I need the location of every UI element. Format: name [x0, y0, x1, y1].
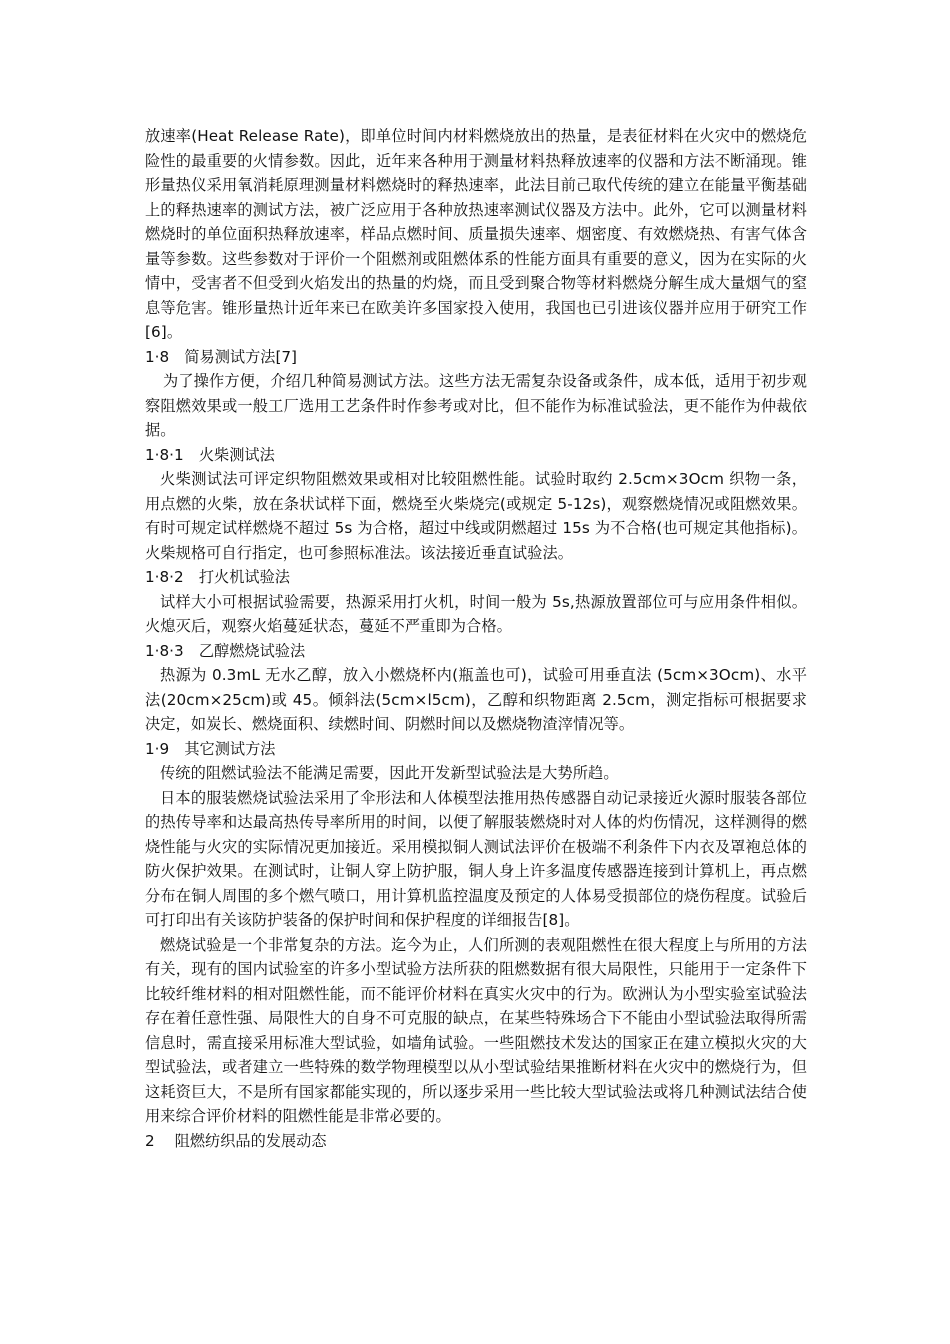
- section-heading-1-9: 1·9 其它测试方法: [145, 739, 276, 758]
- section-heading-1-8-1: 1·8·1 火柴测试法: [145, 445, 275, 464]
- section-heading-1-8-2: 1·8·2 打火机试验法: [145, 568, 290, 586]
- section-heading-2: 2 阻燃纺织品的发展动态: [145, 1131, 327, 1150]
- paragraph-simple-tests-intro: 为了操作方便，介绍几种简易测试方法。这些方法无需复杂设备或条件，成本低，适用于初步观察阻燃效果或一般工厂选用工艺条件时作参考或对比，但不能作为标准试验法，更不能作为仲裁依据。: [145, 372, 807, 439]
- paragraph-lighter-test: 试样大小可根据试验需要，热源采用打火机，时间一般为 5s,热源放置部位可与应用条件相似。火熄灭后，观察火焰蔓延状态，蔓延不严重即为合格。: [145, 592, 807, 635]
- paragraph-match-test: 火柴测试法可评定织物阻燃效果或相对比较阻燃性能。试验时取约 2.5cm×3Ocm 织物一条，用点燃的火柴，放在条状试样下面，燃烧至火柴烧完(或规定 5-12s)，观察燃烧情况或阻燃效果。有时可规定试样燃烧不超过 5s 为合格，超过中线或阴燃超过 15s 为不合格(也可规定其他指标)。火柴规格可自行指定，也可参照标准法。该法接近垂直试验法。: [145, 470, 807, 562]
- section-heading-1-8-3: 1·8·3 乙醇燃烧试验法: [145, 641, 306, 660]
- paragraph-heat-release-rate: 放速率(Heat Release Rate)，即单位时间内材料燃烧放出的热量，是表征材料在火灾中的燃烧危险性的最重要的火情参数。因此，近年来各种用于测量材料热释放速率的仪器和方法不断涌现。锥形量热仪采用氧消耗原理测量材料燃烧时的释热速率，此法目前己取代传统的建立在能量平衡基础上的释热速率的测试方法，被广泛应用于各种放热速率测试仪器及方法中。此外，它可以测量材料燃烧时的单位面积热释放速率，样品点燃时间、质量损失速率、烟密度、有效燃烧热、有害气体含量等参数。这些参数对于评价一个阻燃剂或阻燃体系的性能方面具有重要的意义，因为在实际的火情中，受害者不但受到火焰发出的热量的灼烧，而且受到聚合物等材料燃烧分解生成大量烟气的窒息等危害。锥形量热计近年来已在欧美许多国家投入使用，我国也已引进该仪器并应用于研究工作[6]。: [145, 127, 807, 341]
- paragraph-new-methods: 传统的阻燃试验法不能满足需要，因此开发新型试验法是大势所趋。: [160, 764, 619, 782]
- paragraph-ethanol-test: 热源为 0.3mL 无水乙醇，放入小燃烧杯内(瓶盖也可)，试验可用垂直法 (5cm×3Ocm)、水平法(20cm×25cm)或 45。倾斜法(5cm×l5cm)，乙醇和织物距离 2.5cm，测定指标可根据要求决定，如炭长、燃烧面积、续燃时间、阴燃时间以及燃烧物渣滓情况等。: [145, 666, 807, 733]
- section-heading-1-8: 1·8 简易测试方法[7]: [145, 347, 297, 366]
- document-body: [145, 124, 807, 1153]
- paragraph-combustion-complexity: 燃烧试验是一个非常复杂的方法。迄今为止，人们所测的表观阻燃性在很大程度上与所用的方法有关，现有的国内试验室的许多小型试验方法所获的阻燃数据有很大局限性，只能用于一定条件下比较纤维材料的相对阻燃性能，而不能评价材料在真实火灾中的行为。欧洲认为小型实验室试验法存在着任意性强、局限性大的自身不可克服的缺点，在某些特殊场合下不能由小型试验法取得所需信息时，需直接采用标准大型试验，如墙角试验。一些阻燃技术发达的国家正在建立模拟火灾的大型试验法，或者建立一些特殊的数学物理模型以从小型试验结果推断材料在火灾中的燃烧行为，但这耗资巨大，不是所有国家都能实现的，所以逐步采用一些比较大型试验法或将几种测试法结合使用来综合评价材料的阻燃性能是非常必要的。: [145, 935, 807, 1125]
- paragraph-japan-garment-test: 日本的服装燃烧试验法采用了伞形法和人体模型法推用热传感器自动记录接近火源时服装各部位的热传导率和达最高热传导率所用的时间，以便了解服装燃烧时对人体的灼伤情况，这样测得的燃烧性能与火灾的实际情况更加接近。采用模拟铜人测试法评价在极端不利条件下内衣及罩袍总体的防火保护效果。在测试时，让铜人穿上防护服，铜人身上许多温度传感器连接到计算机上，再点燃分布在铜人周围的多个燃气喷口，用计算机监控温度及预定的人体易受损部位的烧伤程度。试验后可打印出有关该防护装备的保护时间和保护程度的详细报告[8]。: [145, 788, 807, 929]
